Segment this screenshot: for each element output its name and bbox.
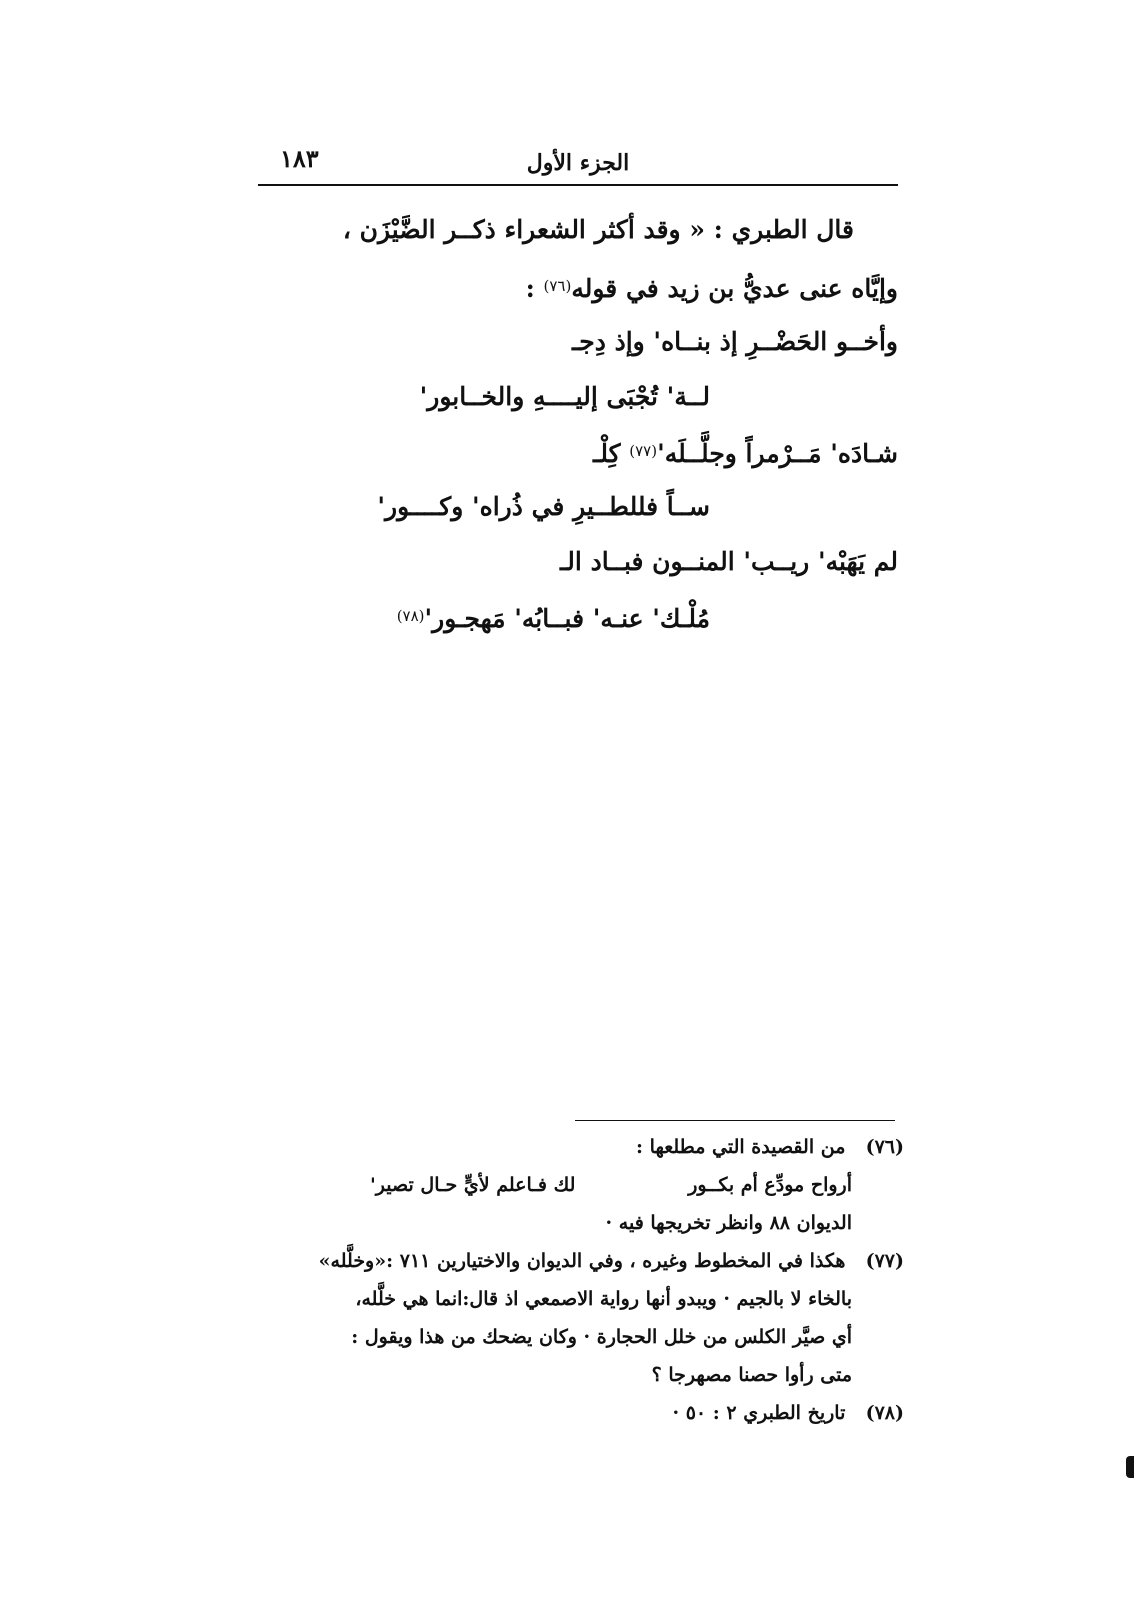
- footnote-77-number: (٧٧): [865, 1250, 904, 1272]
- footnote-76: [228, 1128, 904, 1166]
- footnote-77-line-1: هكذا في المخطوط وغيره ، وفي الديوان والاختيارين ٧١١ :«وخلَّله»: [318, 1250, 846, 1272]
- footnote-77-line-4: متى رأوا حصنا مصهرجا ؟: [651, 1364, 852, 1386]
- header-title: الجزء الأول: [526, 150, 630, 176]
- footnote-76-verse: [228, 1166, 904, 1204]
- footnote-78-text: تاريخ الطبري ٢ : ٥٠ ·: [672, 1402, 846, 1424]
- footnotes: [228, 1128, 904, 1432]
- intro-line-2-text: وإيَّاه عنى عديُّ بن زيد في قوله: [571, 274, 898, 303]
- verse-2-second-hemistich: ســاً فللطــيرِ في ذُراه' وكــــور': [377, 492, 710, 521]
- running-header: [258, 144, 898, 188]
- intro-paragraph: [258, 202, 898, 317]
- footnote-77-line-2: بالخاء لا بالجيم · ويبدو أنها رواية الاصمعي اذ قال:انما هي خلَّله،: [355, 1288, 852, 1310]
- header-rule: [258, 184, 898, 186]
- intro-line-2-tail: :: [525, 274, 544, 303]
- verse-3-second-text: مُلْـك' عنـه' فبــابُه' مَهجـور': [424, 604, 710, 633]
- verse-2-first-text: شـادَه' مَــرْمراً وجلَّــلَه': [657, 439, 898, 468]
- intro-line-2: [258, 258, 898, 317]
- footnote-76-source: الديوان ٨٨ وانظر تخريجها فيه ·: [605, 1212, 852, 1234]
- verse-3-first-hemistich: لم يَهَبْه' ريــب' المنــون فبــاد الـ: [559, 547, 898, 576]
- footnote-ref-78: (٧٨): [396, 607, 425, 625]
- intro-line-1: قال الطبري : « وقد أكثر الشعراء ذكــر الضَّيْزَن ،: [342, 215, 854, 244]
- page-edge-mark: [1126, 1456, 1134, 1478]
- verse-1-first-hemistich: وأخــو الحَضْــرِ إذ بنــاه' وإذ دِجـ: [571, 327, 898, 356]
- page-number: ١٨٣: [280, 144, 319, 173]
- footnote-77: [228, 1242, 904, 1280]
- verse-2-first-tail: كِلْـ: [593, 439, 630, 468]
- footnote-77-line-3: أي صيَّر الكلس من خلل الحجارة · وكان يضحك من هذا ويقول :: [351, 1326, 852, 1348]
- verse-1-second-hemistich: لــة' تُجْبَى إليــــهِ والخــابور': [419, 382, 710, 411]
- poem: [258, 314, 898, 644]
- footnote-76-verse-a: أرواح مودِّع أم بكــور: [688, 1174, 852, 1196]
- verse-3-second-hemistich: [258, 589, 898, 644]
- footnote-78: [228, 1394, 904, 1432]
- footnote-separator: [575, 1120, 895, 1121]
- footnote-78-number: (٧٨): [865, 1402, 904, 1424]
- footnote-76-text: من القصيدة التي مطلعها :: [636, 1136, 846, 1158]
- footnote-76-verse-b: لك فـاعلم لأيٍّ حـال تصير': [369, 1174, 576, 1196]
- footnote-ref-76: (٧٦): [543, 277, 572, 295]
- footnote-ref-77: (٧٧): [629, 442, 658, 460]
- footnote-76-number: (٧٦): [865, 1136, 904, 1158]
- verse-2-first-hemistich: [258, 424, 898, 479]
